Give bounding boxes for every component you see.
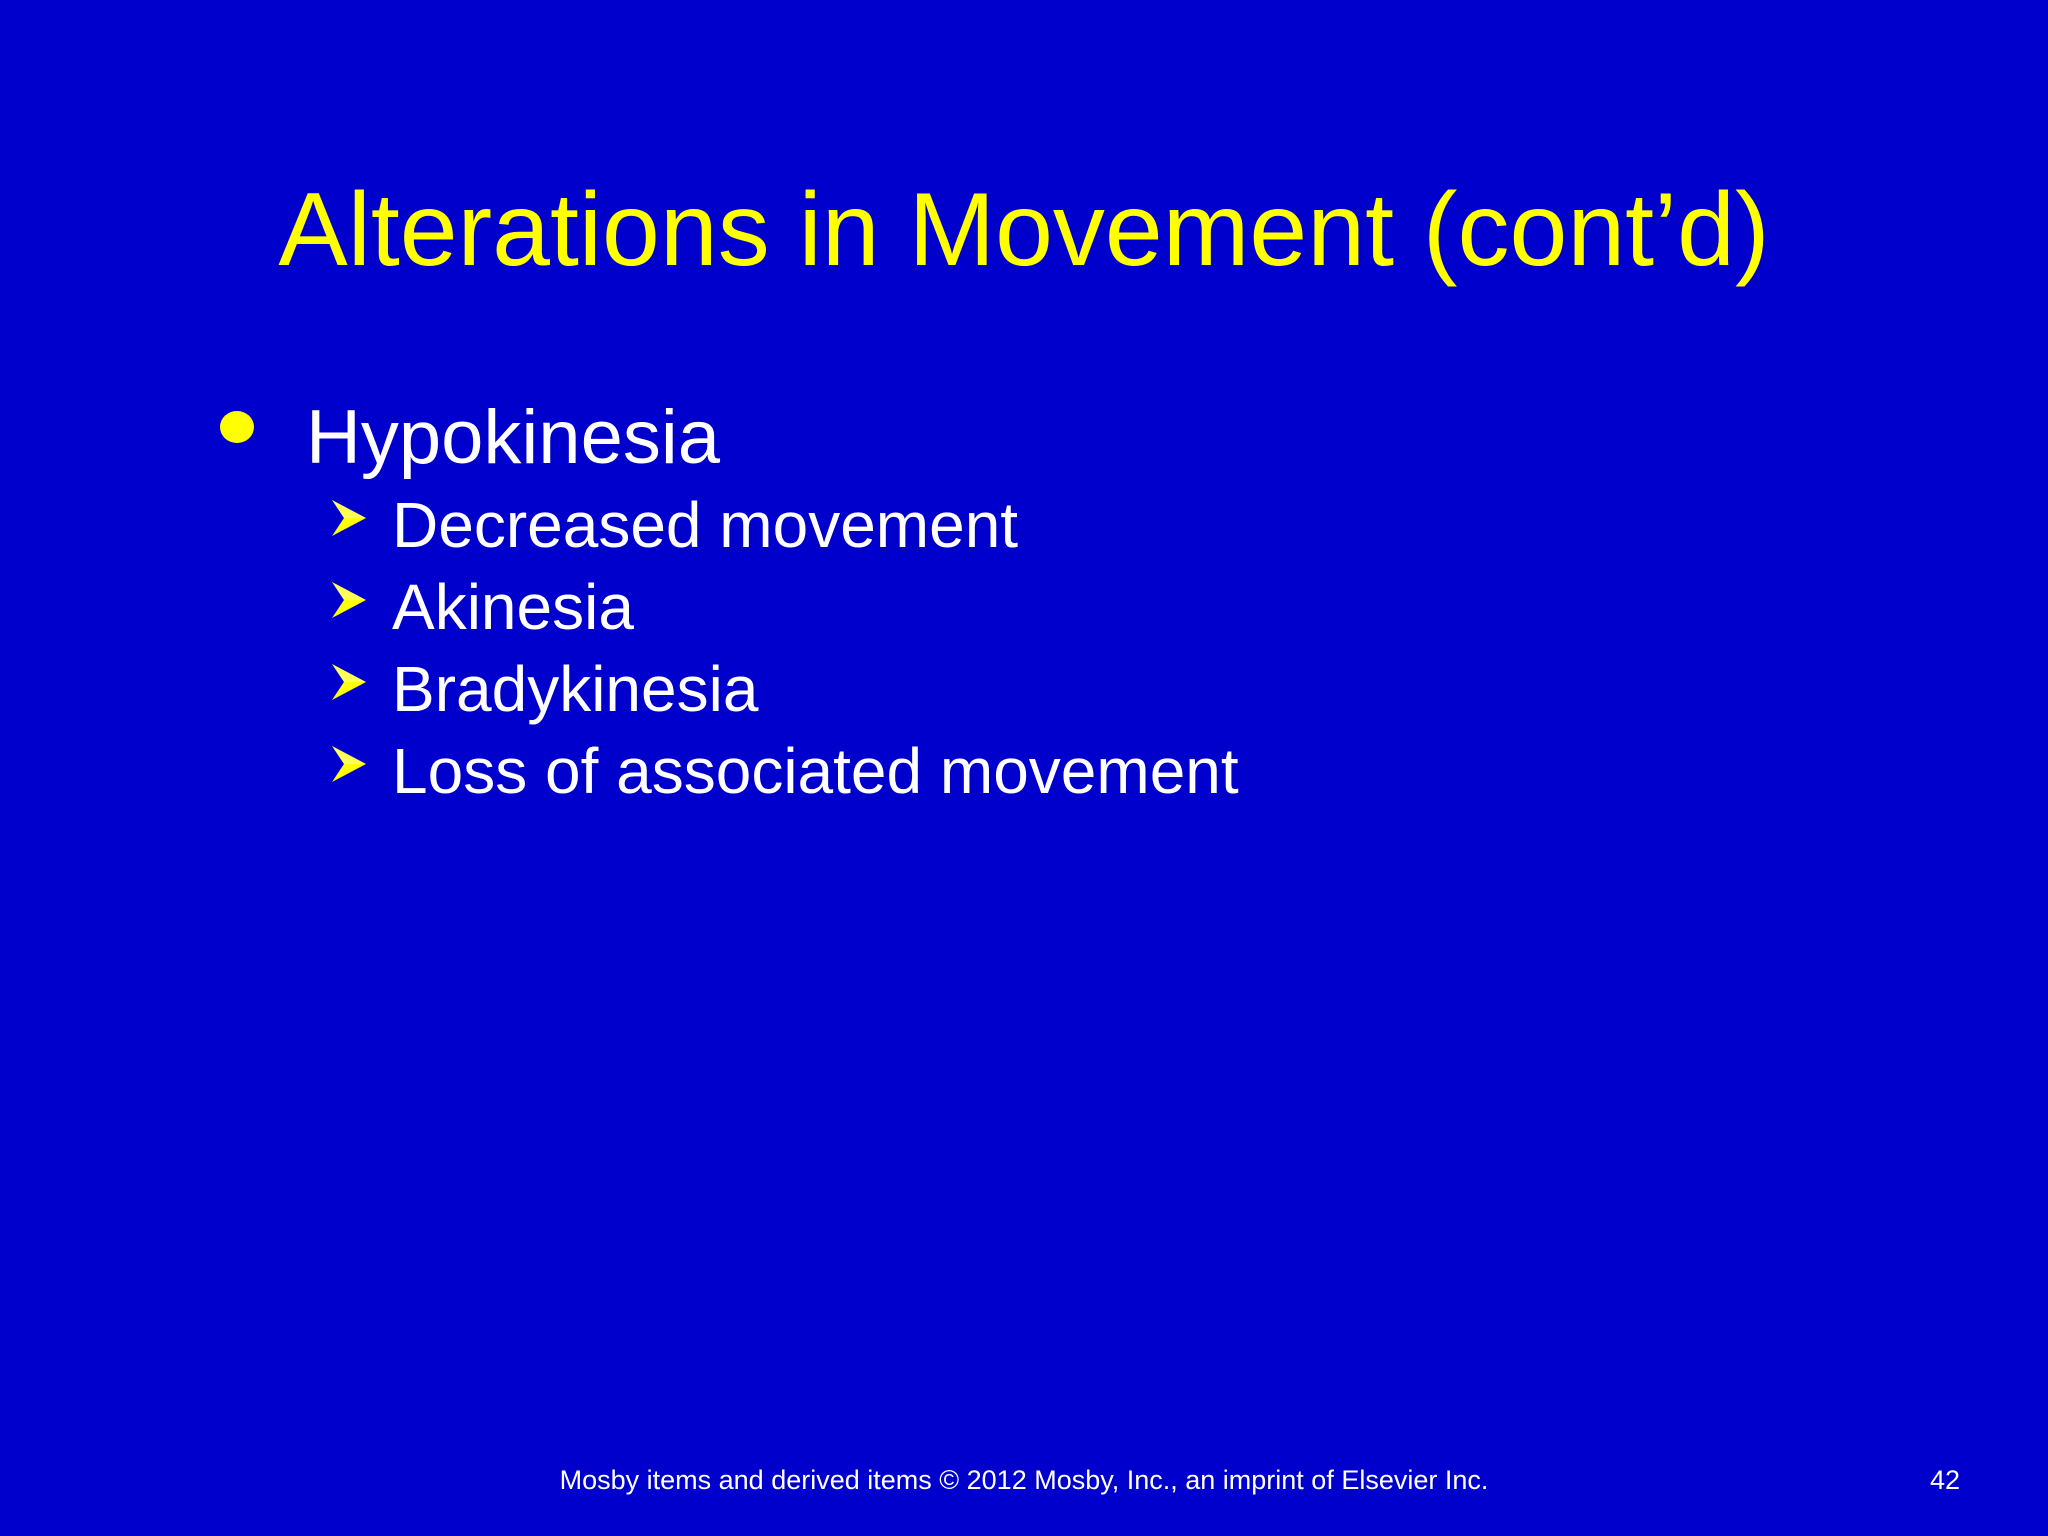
- arrow-bullet-icon: [330, 744, 368, 784]
- sub-bullet-text: Loss of associated movement: [392, 735, 1239, 807]
- sub-bullet-text: Decreased movement: [392, 489, 1019, 561]
- sub-bullet-text: Akinesia: [392, 571, 634, 643]
- slide-title: Alterations in Movement (cont’d): [278, 172, 1770, 288]
- bullet-text: Hypokinesia: [306, 395, 720, 480]
- bullet-item-hypokinesia: [220, 393, 720, 483]
- sub-bullet-item: [330, 484, 1239, 566]
- arrow-bullet-icon: [330, 580, 368, 620]
- arrow-bullet-icon: [330, 662, 368, 702]
- page-number: 42: [1929, 1465, 1960, 1495]
- sub-bullet-item: [330, 566, 1239, 648]
- arrow-bullet-icon: [330, 498, 368, 538]
- sub-bullet-item: [330, 648, 1239, 730]
- sub-bullet-list: [330, 484, 1239, 812]
- round-bullet-icon: [220, 411, 254, 443]
- copyright-footer: Mosby items and derived items © 2012 Mosby, Inc., an imprint of Elsevier Inc.: [559, 1465, 1489, 1495]
- sub-bullet-text: Bradykinesia: [392, 653, 759, 725]
- sub-bullet-item: [330, 730, 1239, 812]
